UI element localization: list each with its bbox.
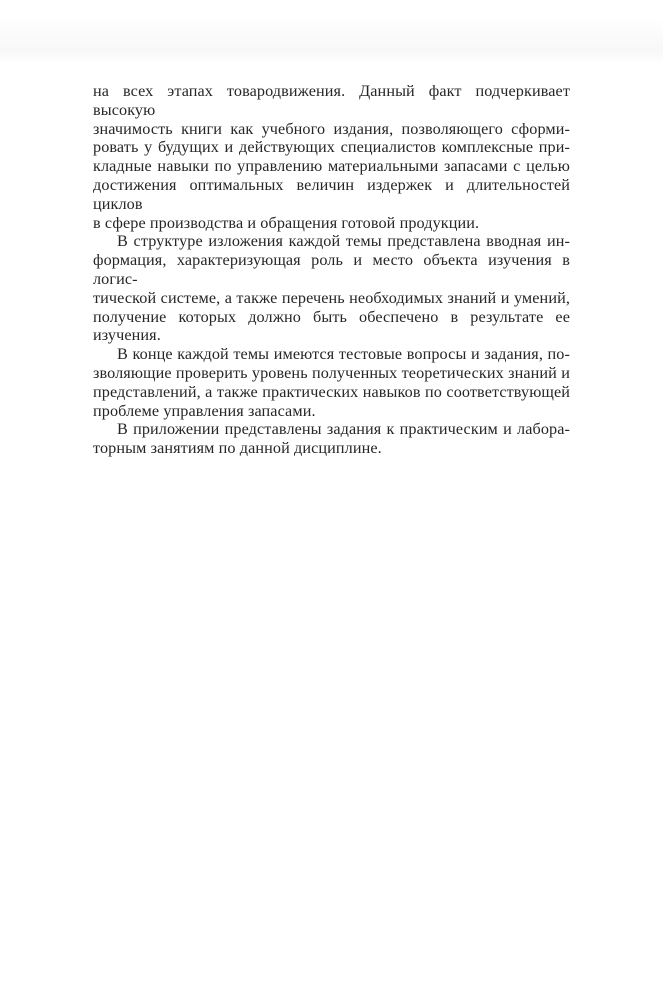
paragraph <box>93 420 570 458</box>
text-line: представлений, а также практических навыков по соответствующей <box>93 382 570 401</box>
page-text-block <box>93 82 570 458</box>
text-line: В приложении представлены задания к практическим и лабора- <box>117 420 570 439</box>
paragraph <box>93 232 570 345</box>
paragraph <box>93 345 570 420</box>
text-line: В структуре изложения каждой темы представлена вводная ин- <box>117 232 570 251</box>
text-line: проблеме управления запасами. <box>93 401 316 420</box>
text-line: на всех этапах товародвижения. Данный факт подчеркивает высокую <box>93 82 570 119</box>
text-line: формация, характеризующая роль и место объекта изучения в логис- <box>93 251 570 288</box>
text-line: получение которых должно быть обеспечено в результате ее изучения. <box>93 307 570 345</box>
text-line: достижения оптимальных величин издержек и длительностей циклов <box>93 175 570 213</box>
scan-noise-band <box>0 18 663 64</box>
text-line: ровать у будущих и действующих специалистов комплексные при- <box>93 138 570 157</box>
text-line: значимость книги как учебного издания, позволяющего сформи- <box>93 119 570 138</box>
text-line: В конце каждой темы имеются тестовые вопросы и задания, по- <box>117 345 570 364</box>
text-line: зволяющие проверить уровень полученных теоретических знаний и <box>93 363 570 382</box>
text-line: кладные навыки по управлению материальными запасами с целью <box>93 157 570 176</box>
text-line: в сфере производства и обращения готовой продукции. <box>93 213 480 232</box>
text-line: торным занятиям по данной дисциплине. <box>93 439 382 458</box>
text-line: тической системе, а также перечень необходимых знаний и умений, <box>93 288 570 307</box>
paragraph <box>93 82 570 232</box>
